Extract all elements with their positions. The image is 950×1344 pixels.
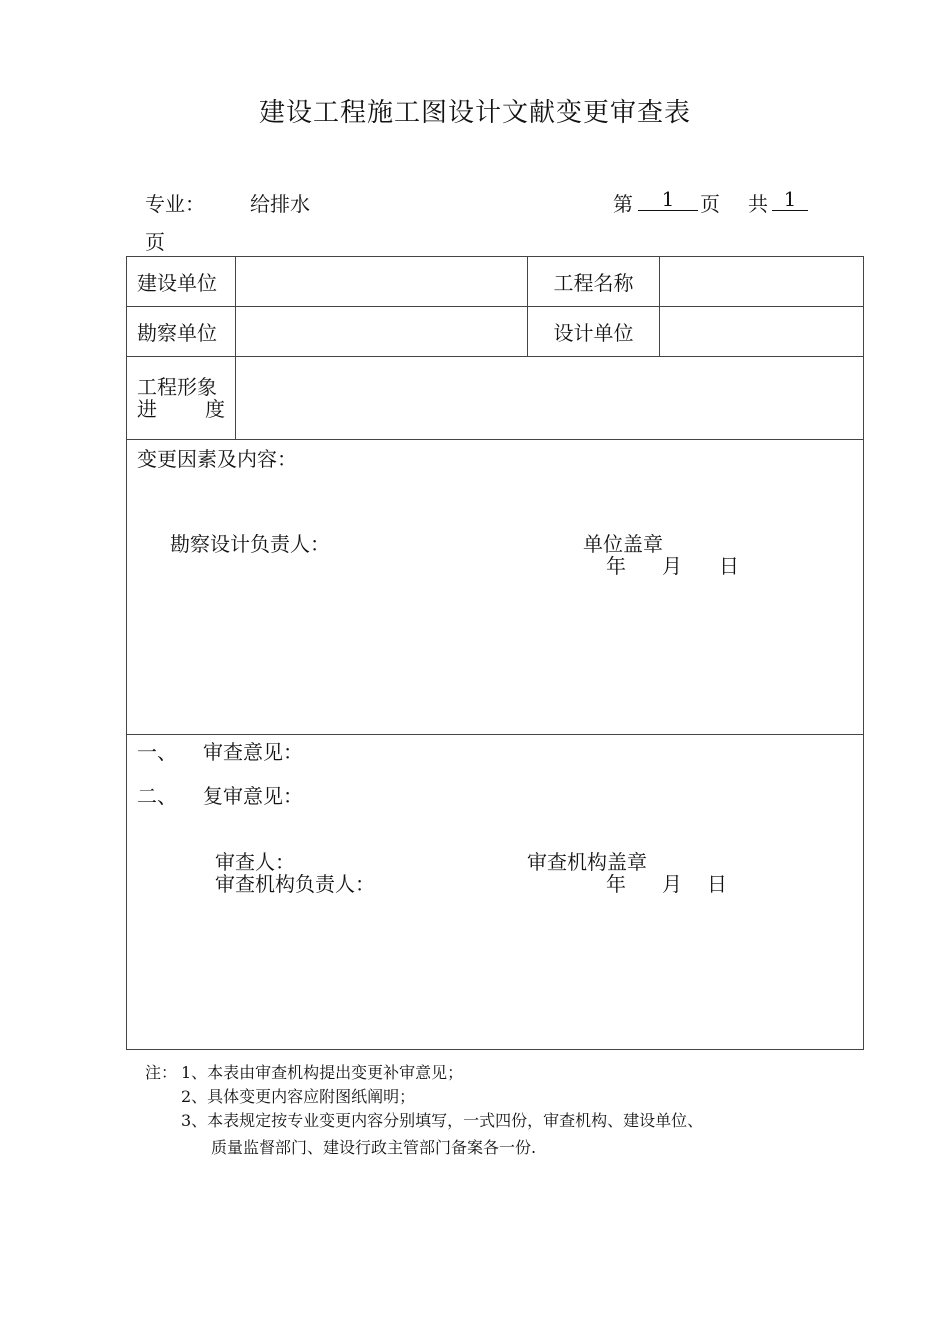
change-review-form: [126, 256, 864, 1050]
survey-unit-field[interactable]: [236, 307, 528, 357]
page-unit: 页: [700, 192, 720, 216]
progress-label-char-b: 度: [205, 397, 225, 421]
note-line-4: 质量监督部门、建设行政主管部门备案各一份.: [211, 1138, 537, 1157]
note-line-3: 3、本表规定按专业变更内容分别填写，一式四份，审查机构、建设单位、: [181, 1111, 704, 1130]
change-block: [127, 440, 863, 734]
re-review-opinion-label: 复审意见：: [203, 784, 303, 808]
review-date-day: 日: [707, 872, 727, 896]
page-number: 1: [638, 188, 698, 211]
note-line-2: 2、具体变更内容应附图纸阐明；: [181, 1087, 416, 1106]
change-date-month: 月: [662, 554, 682, 578]
review-section: [127, 735, 864, 1050]
unit-seal-label: 单位盖章: [583, 532, 663, 556]
agency-head-label: 审查机构负责人：: [215, 872, 375, 896]
project-name-label: 工程名称: [528, 257, 660, 307]
construction-unit-field[interactable]: [236, 257, 528, 307]
design-unit-field[interactable]: [660, 307, 864, 357]
review-date-month: 月: [662, 872, 682, 896]
progress-label-char-a: 进: [137, 397, 157, 421]
notes-prefix: 注：: [145, 1063, 178, 1082]
review-first-number: 一、: [137, 740, 177, 764]
specialty-value: 给排水: [250, 192, 310, 216]
change-date-day: 日: [719, 554, 739, 578]
project-name-field[interactable]: [660, 257, 864, 307]
total-pages: 1: [772, 188, 808, 211]
design-unit-label: 设计单位: [528, 307, 660, 357]
reviewer-label: 审查人：: [215, 850, 295, 874]
change-section: [127, 440, 864, 735]
specialty-label: 专业：: [145, 192, 205, 216]
total-unit: 页: [145, 230, 165, 254]
change-date-year: 年: [606, 554, 626, 578]
survey-unit-label: 勘察单位: [127, 307, 236, 357]
survey-design-responsible-label: 勘察设计负责人：: [170, 532, 330, 556]
progress-field[interactable]: [236, 357, 864, 440]
change-heading: 变更因素及内容：: [137, 447, 297, 471]
progress-label-line2: [137, 398, 235, 420]
note-line-1: 1、本表由审查机构提出变更补审意见；: [181, 1063, 464, 1082]
review-opinion-label: 审查意见：: [203, 740, 303, 764]
progress-label-line1: 工程形象: [137, 375, 217, 399]
construction-unit-label: 建设单位: [127, 257, 236, 307]
review-second-number: 二、: [137, 784, 177, 808]
progress-label: [127, 357, 236, 440]
total-prefix: 共: [748, 192, 768, 216]
page-title: 建设工程施工图设计文献变更审查表: [258, 98, 691, 128]
review-block: [127, 735, 863, 1049]
review-date-year: 年: [606, 872, 626, 896]
agency-seal-label: 审查机构盖章: [527, 850, 647, 874]
page-prefix: 第: [613, 192, 633, 216]
